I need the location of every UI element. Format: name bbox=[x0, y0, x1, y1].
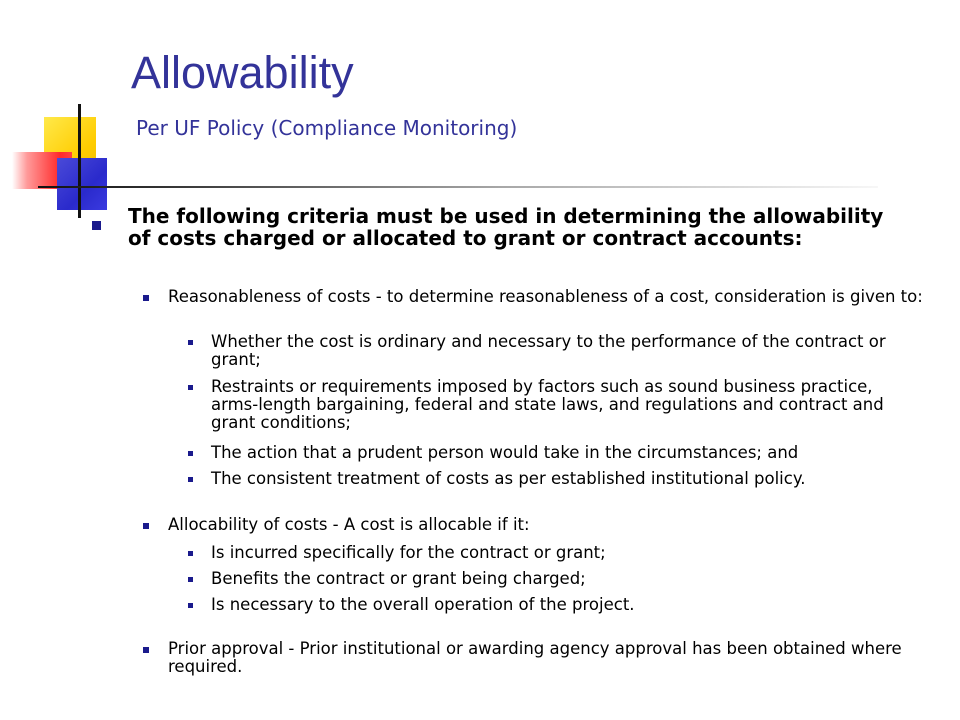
bullet-square-icon bbox=[188, 551, 193, 556]
bullet-square-icon bbox=[188, 385, 193, 390]
slide-title: Allowability bbox=[131, 47, 354, 98]
bullet-square-icon bbox=[188, 477, 193, 482]
slide-subtitle: Per UF Policy (Compliance Monitoring) bbox=[136, 116, 518, 140]
bullet-square-icon bbox=[143, 647, 149, 653]
bullet-square-icon bbox=[143, 295, 149, 301]
blue-square-decoration bbox=[57, 158, 107, 210]
allocability-item: Is necessary to the overall operation of the project. bbox=[211, 595, 635, 614]
reasonableness-item: The action that a prudent person would take in the circumstances; and bbox=[211, 443, 799, 462]
title-underline-rule bbox=[38, 186, 878, 188]
reasonableness-item: Restraints or requirements imposed by factors such as sound business practice, arms-length bargaining, federal and state laws, and regulations and contract and grant conditions; bbox=[211, 377, 884, 432]
prior-approval-text: Prior approval - Prior institutional or awarding agency approval has been obtained where required. bbox=[168, 639, 902, 676]
bullet-square-icon bbox=[188, 577, 193, 582]
bullet-square-icon bbox=[188, 603, 193, 608]
allocability-text: Allocability of costs - A cost is allocable if it: bbox=[168, 515, 530, 534]
allocability-item: Benefits the contract or grant being charged; bbox=[211, 569, 586, 588]
allocability-item: Is incurred specifically for the contract or grant; bbox=[211, 543, 606, 562]
vertical-rule-decoration bbox=[78, 104, 81, 218]
reasonableness-item: The consistent treatment of costs as per established institutional policy. bbox=[211, 469, 806, 488]
lead-bullet-text: The following criteria must be used in determining the allowability of costs charged or allocated to grant or contract accounts: bbox=[128, 204, 884, 250]
reasonableness-item: Whether the cost is ordinary and necessary to the performance of the contract or grant; bbox=[211, 332, 886, 369]
bullet-square-icon bbox=[188, 451, 193, 456]
bullet-square-icon bbox=[143, 523, 149, 529]
bullet-square-icon bbox=[92, 221, 101, 230]
reasonableness-text: Reasonableness of costs - to determine reasonableness of a cost, consideration is given to: bbox=[168, 287, 923, 306]
bullet-square-icon bbox=[188, 340, 193, 345]
